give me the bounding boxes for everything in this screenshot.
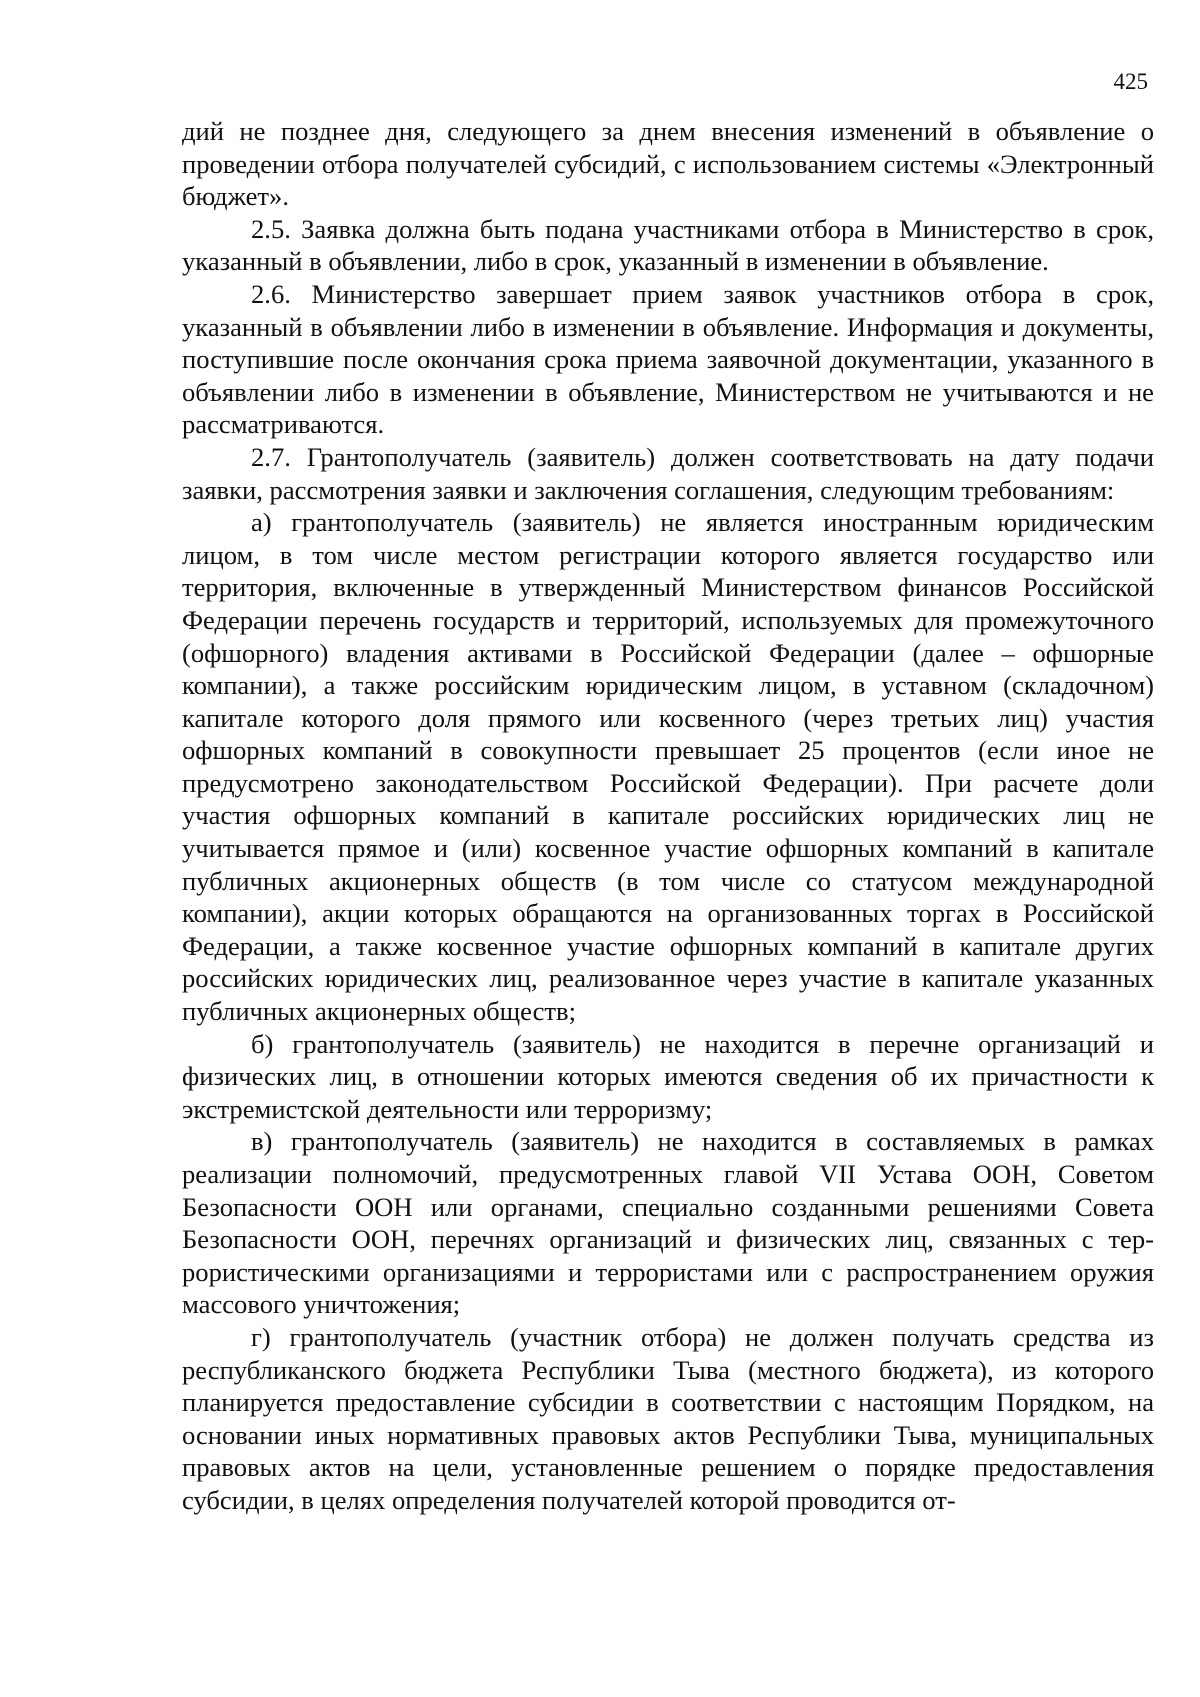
- paragraph-continuation: дий не позднее дня, следующего за днем внесения изменений в объявление о проведении отбора получателей субсидий, с использованием системы «Электронный бюджет».: [182, 116, 1154, 212]
- list-item-g: г) грантополучатель (участник отбора) не должен получать средства из республиканского бюджета Республики Тыва (местного бюджета), из которого планируется предоставление субсидии в соответствии с настоящим Порядком, на основании иных нормативных правовых актов Республики Тыва, муниципальных правовых актов на цели, установленные решением о порядке предоставления субсидии, в целях определения получателей которой проводится от-: [182, 1321, 1154, 1515]
- paragraph-2-7: 2.7. Грантополучатель (заявитель) должен соответствовать на дату подачи заявки, рассмотрения заявки и заключения соглашения, следующим требованиям:: [182, 441, 1154, 505]
- paragraph-2-5: 2.5. Заявка должна быть подана участниками отбора в Министерство в срок, указанный в объявлении, либо в срок, указанный в изменении в объявление.: [182, 213, 1154, 277]
- list-item-b: б) грантополучатель (заявитель) не находится в перечне организаций и физических лиц, в отношении которых имеются сведения об их причастности к экстремистской деятельности или терроризму;: [182, 1028, 1154, 1124]
- list-item-a: а) грантополучатель (заявитель) не является иностранным юридическим лицом, в том числе местом регистрации которого является государство или территория, включенные в утвержденный Министерством финансов Российской Федерации перечень государств и территорий, используемых для промежуточного (офшорного) владения активами в Российской Федерации (далее – офшорные компании), а также российским юридическим лицом, в уставном (складочном) капитале которого доля прямого или косвенного (через третьих лиц) участия офшорных компаний в совокупности превышает 25 процентов (если иное не предусмотрено законодательством Российской Федерации). При расчете доли участия офшорных компаний в капитале российских юридических лиц не учитывается прямое и (или) косвенное участие офшорных компаний в капитале публичных акционерных обществ (в том числе со статусом международной компании), акции которых обращаются на организованных торгах в Российской Федерации, а также косвенное участие офшорных компаний в капитале других российских юридических лиц, реализованное через участие в капитале указанных публичных акционерных обществ;: [182, 507, 1154, 1027]
- paragraph-2-6: 2.6. Министерство завершает прием заявок участников отбора в срок, указанный в объявлении либо в изменении в объявление. Информация и документы, поступившие после окончания срока приема заявочной документации, указанного в объявлении либо в изменении в объявление, Министерством не учитываются и не рассматриваются.: [182, 278, 1154, 440]
- page-number: 425: [1113, 69, 1148, 94]
- document-body: [182, 115, 1154, 1517]
- list-item-v: в) грантополучатель (заявитель) не находится в составляемых в рамках реализации полномочий, предусмотренных главой VII Устава ООН, Советом Безопасности ООН или органами, специально созданными решениями Совета Безопасности ООН, перечнях организаций и физических лиц, связанных с террористическими организациями и террористами или с распространением оружия массового уничтожения;: [182, 1126, 1154, 1320]
